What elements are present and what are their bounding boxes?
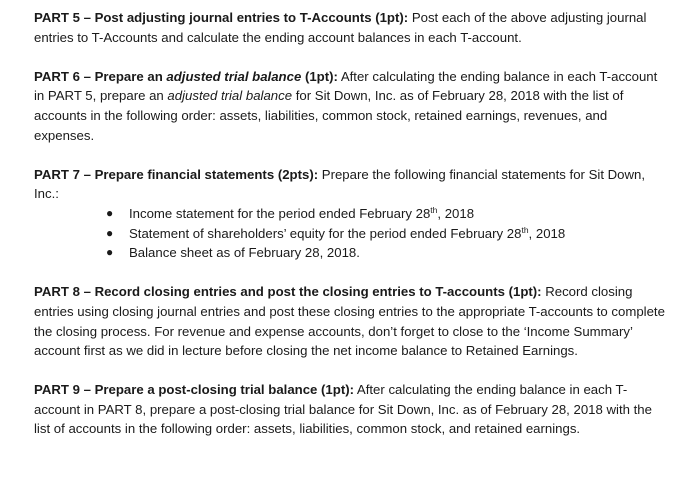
list-item — [104, 204, 669, 224]
part-5-section — [34, 8, 669, 47]
part-6-body-emphasis: adjusted trial balance — [167, 88, 293, 104]
part-9-body: After calculating the ending balance in each T-account in PART 8, prepare a post-closing trial balance for Sit Down, Inc. as of February 28, 2018 with the list of accounts in the following order: assets, liabilities, common stock, and retained earnings. — [34, 382, 652, 437]
part-8-paragraph — [34, 282, 669, 360]
list-item-text: Statement of shareholders’ equity for the period ended February 28 — [129, 225, 522, 241]
bullet-icon: ● — [106, 225, 114, 240]
list-item-text: Income statement for the period ended February 28 — [129, 205, 431, 221]
bullet-icon: ● — [106, 205, 114, 220]
part-7-body: Prepare the following financial statements for Sit Down, Inc.: — [34, 166, 646, 202]
part-8-section — [34, 282, 669, 360]
part-7-paragraph — [34, 165, 669, 204]
part-5-body: Post each of the above adjusting journal entries to T-Accounts and calculate the ending account balances in each T-account. — [34, 10, 647, 45]
statement-list — [34, 204, 669, 263]
ordinal-suffix: th — [521, 224, 529, 235]
part-6-heading-end: (1pt): — [301, 68, 338, 84]
part-7-heading: PART 7 – Prepare financial statements (2pts): — [34, 166, 319, 182]
part-6-section — [34, 67, 669, 145]
list-item-text: Balance sheet as of February 28, 2018. — [129, 245, 360, 261]
part-6-heading-start: PART 6 – Prepare an — [34, 68, 167, 84]
part-6-body-start: After calculating the ending balance in each T-account in PART 5, prepare an — [34, 68, 658, 104]
ordinal-suffix: th — [430, 204, 438, 215]
part-7-section — [34, 165, 669, 263]
part-5-paragraph — [34, 8, 669, 47]
part-5-heading: PART 5 – Post adjusting journal entries to T-Accounts (1pt): — [34, 10, 409, 25]
part-6-heading — [34, 69, 338, 84]
part-6-heading-emphasis: adjusted trial balance — [166, 68, 302, 84]
part-9-heading: PART 9 – Prepare a post-closing trial balance (1pt): — [34, 382, 354, 398]
list-item-text-end: , 2018 — [528, 225, 566, 241]
part-8-heading: PART 8 – Record closing entries and post the closing entries to T-accounts (1pt): — [34, 284, 542, 300]
part-6-body-end: for Sit Down, Inc. as of February 28, 2018 with the list of accounts in the following order: assets, liabilities, common stock, retained earnings, revenues, and expenses. — [34, 88, 624, 143]
part-9-paragraph — [34, 380, 669, 439]
list-item — [104, 243, 669, 263]
part-9-section — [34, 380, 669, 439]
list-item — [104, 224, 669, 244]
part-6-paragraph — [34, 67, 669, 145]
list-item-text-end: , 2018 — [437, 205, 475, 221]
part-8-body: Record closing entries using closing journal entries and post these closing entries to the appropriate T-accounts to complete the closing process. For revenue and expense accounts, don’t forget to close to the ‘Income Summary’ account first as we did in lecture before closing the net income balance to Retained Earnings. — [34, 284, 665, 359]
bullet-icon: ● — [106, 245, 114, 260]
